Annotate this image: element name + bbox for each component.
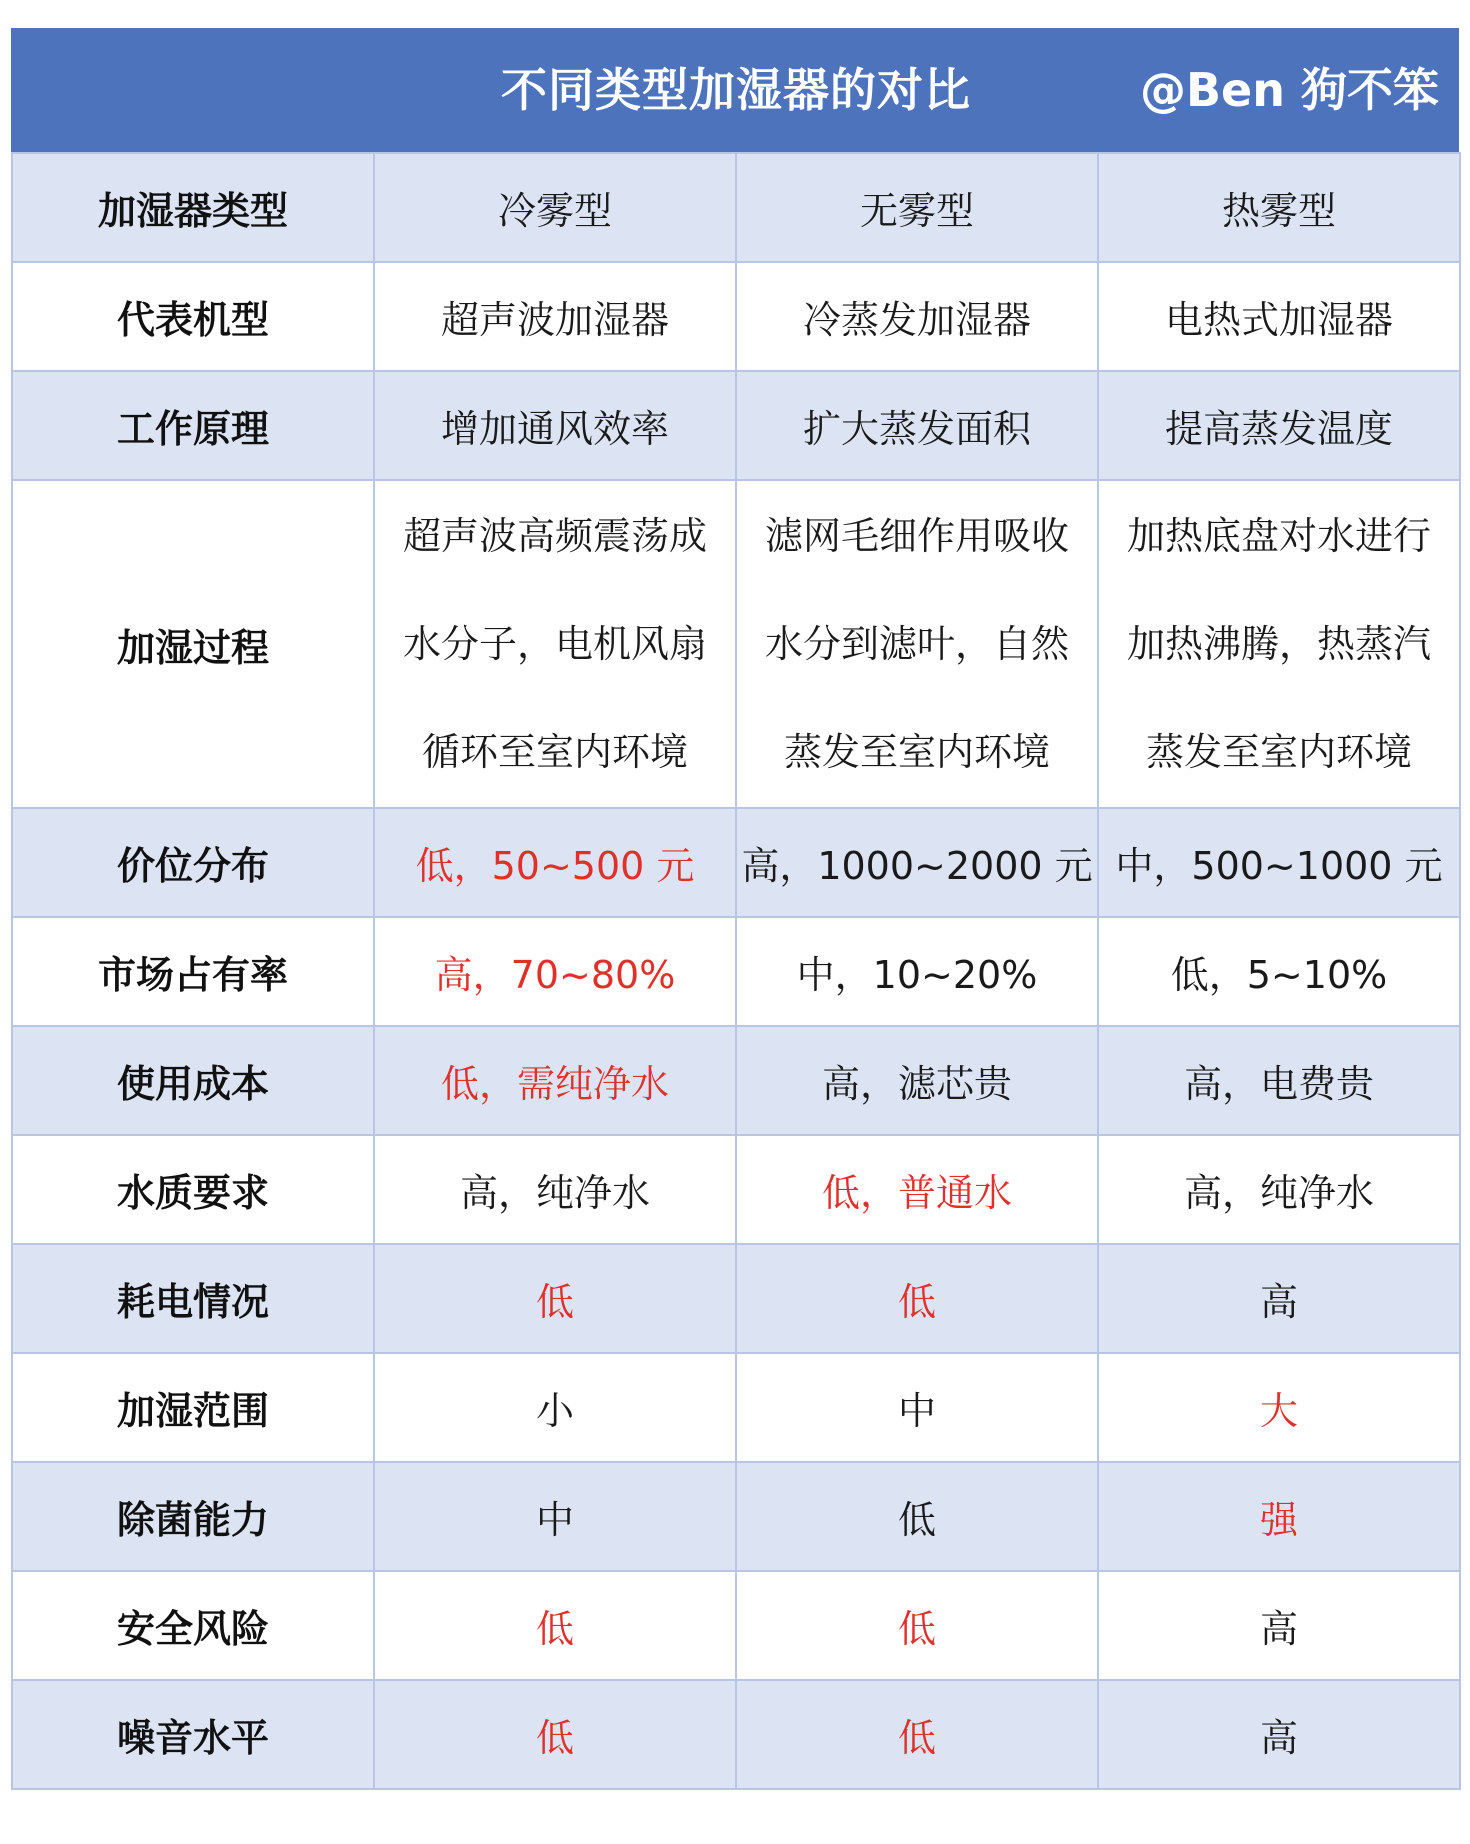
table-row xyxy=(12,1462,1460,1571)
table-row xyxy=(12,1353,1460,1462)
row-label: 使用成本 xyxy=(12,1026,374,1135)
table-row xyxy=(12,917,1460,1026)
table-cell: 中 xyxy=(374,1462,736,1571)
row-label: 除菌能力 xyxy=(12,1462,374,1571)
table-cell: 高 xyxy=(1098,1571,1460,1680)
cell-line: 蒸发至室内环境 xyxy=(783,730,1050,774)
comparison-table xyxy=(11,152,1461,1790)
table-body xyxy=(12,153,1460,1789)
table-cell: 热雾型 xyxy=(1098,153,1460,262)
table-cell: 高，纯净水 xyxy=(1098,1135,1460,1244)
row-label: 代表机型 xyxy=(12,262,374,371)
table-cell: 低，普通水 xyxy=(736,1135,1098,1244)
cell-line: 滤网毛细作用吸收 xyxy=(764,514,1069,558)
table-cell: 中，10~20% xyxy=(736,917,1098,1026)
table-cell: 电热式加湿器 xyxy=(1098,262,1460,371)
table-row xyxy=(12,1026,1460,1135)
table-cell: 小 xyxy=(374,1353,736,1462)
table-cell: 低 xyxy=(374,1680,736,1789)
cell-line: 水分子，电机风扇 xyxy=(402,622,707,666)
row-label: 耗电情况 xyxy=(12,1244,374,1353)
row-label: 工作原理 xyxy=(12,371,374,480)
table-cell: 低，5~10% xyxy=(1098,917,1460,1026)
table-cell: 高，电费贵 xyxy=(1098,1026,1460,1135)
table-cell: 低，50~500 元 xyxy=(374,808,736,917)
row-label: 水质要求 xyxy=(12,1135,374,1244)
table-row xyxy=(12,153,1460,262)
table-cell: 无雾型 xyxy=(736,153,1098,262)
table-cell: 提高蒸发温度 xyxy=(1098,371,1460,480)
table-row xyxy=(12,262,1460,371)
cell-line: 超声波高频震荡成 xyxy=(402,514,707,558)
table-row xyxy=(12,1135,1460,1244)
table-cell: 低，需纯净水 xyxy=(374,1026,736,1135)
table-cell: 冷雾型 xyxy=(374,153,736,262)
table-cell: 低 xyxy=(736,1462,1098,1571)
table-title: 不同类型加湿器的对比 xyxy=(501,63,971,117)
cell-line: 加热底盘对水进行 xyxy=(1126,514,1431,558)
row-label: 价位分布 xyxy=(12,808,374,917)
table-cell: 强 xyxy=(1098,1462,1460,1571)
table-cell: 高 xyxy=(1098,1244,1460,1353)
table-cell xyxy=(374,480,736,808)
table-cell: 中，500~1000 元 xyxy=(1098,808,1460,917)
table-cell: 低 xyxy=(374,1244,736,1353)
table-cell: 高，滤芯贵 xyxy=(736,1026,1098,1135)
table-cell: 低 xyxy=(736,1680,1098,1789)
table-cell: 低 xyxy=(736,1571,1098,1680)
table-cell: 中 xyxy=(736,1353,1098,1462)
table-cell xyxy=(736,480,1098,808)
author-credit: @Ben 狗不笨 xyxy=(1139,63,1439,117)
title-bar xyxy=(11,28,1459,152)
row-label: 噪音水平 xyxy=(12,1680,374,1789)
table-cell: 大 xyxy=(1098,1353,1460,1462)
table-cell: 超声波加湿器 xyxy=(374,262,736,371)
cell-line: 蒸发至室内环境 xyxy=(1145,730,1412,774)
cell-line: 加热沸腾，热蒸汽 xyxy=(1126,622,1431,666)
table-cell xyxy=(1098,480,1460,808)
row-label: 加湿范围 xyxy=(12,1353,374,1462)
row-label: 安全风险 xyxy=(12,1571,374,1680)
table-row xyxy=(12,480,1460,808)
table-cell: 高，1000~2000 元 xyxy=(736,808,1098,917)
table-cell: 低 xyxy=(736,1244,1098,1353)
table-cell: 高 xyxy=(1098,1680,1460,1789)
table-cell: 高，70~80% xyxy=(374,917,736,1026)
table-cell: 冷蒸发加湿器 xyxy=(736,262,1098,371)
row-label: 市场占有率 xyxy=(12,917,374,1026)
row-label: 加湿器类型 xyxy=(12,153,374,262)
table-row xyxy=(12,808,1460,917)
table-cell: 增加通风效率 xyxy=(374,371,736,480)
table-row xyxy=(12,1680,1460,1789)
table-cell: 低 xyxy=(374,1571,736,1680)
table-cell: 高，纯净水 xyxy=(374,1135,736,1244)
cell-line: 循环至室内环境 xyxy=(421,730,688,774)
cell-line: 水分到滤叶，自然 xyxy=(764,622,1069,666)
comparison-table-wrapper xyxy=(11,28,1459,1790)
table-row xyxy=(12,1571,1460,1680)
table-cell: 扩大蒸发面积 xyxy=(736,371,1098,480)
table-row xyxy=(12,371,1460,480)
row-label: 加湿过程 xyxy=(12,480,374,808)
table-row xyxy=(12,1244,1460,1353)
